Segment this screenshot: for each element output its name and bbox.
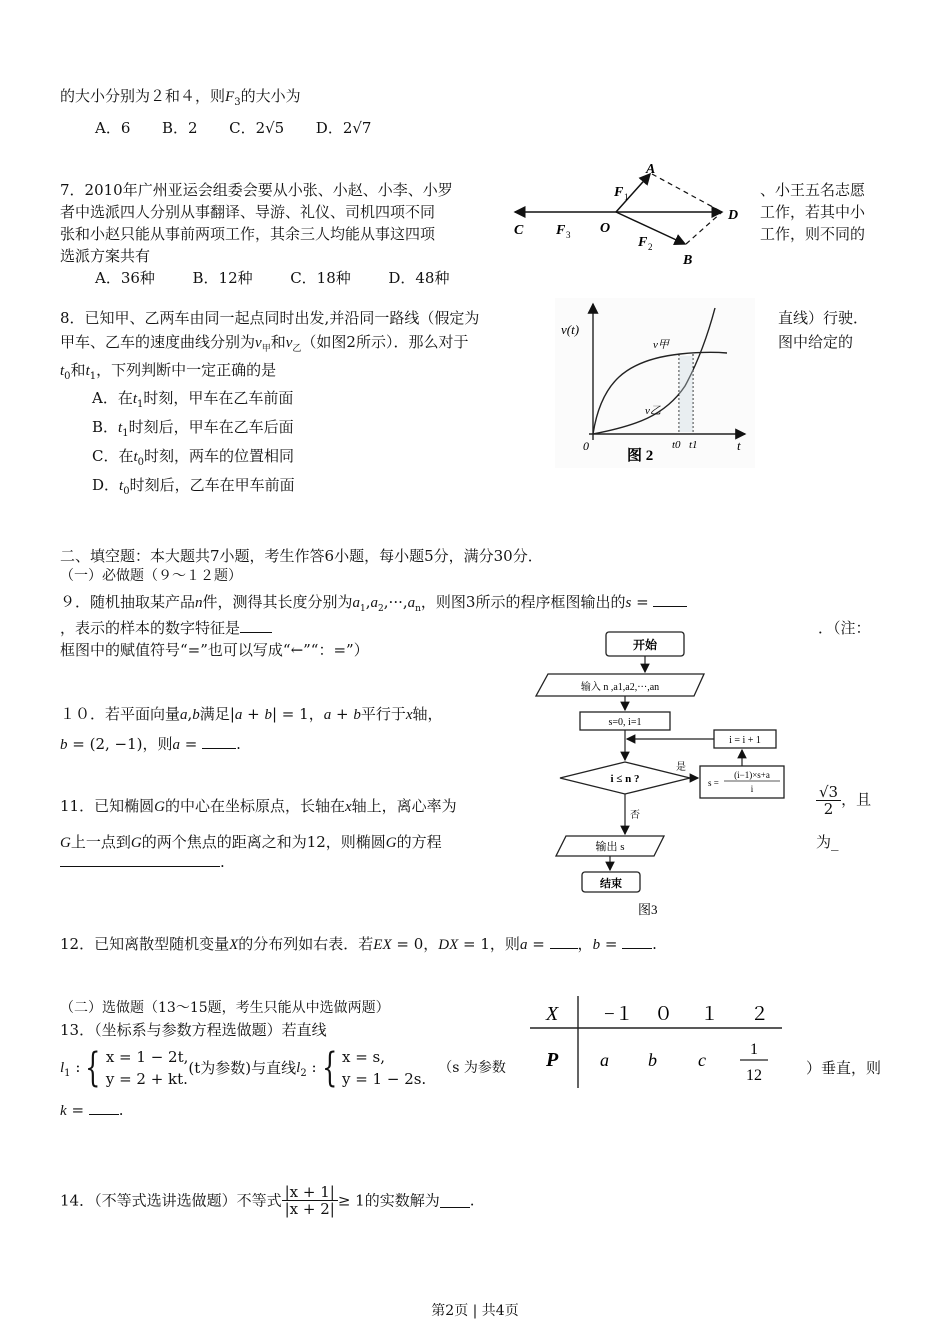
label-F3-sub: 3 [566,230,571,240]
svg-text:X: X [546,1003,559,1025]
q7-option-a: A．36种 [95,269,155,287]
q6-option-c: C．2√5 [229,119,285,137]
label-F3: F [556,223,566,238]
svg-text:(i−1)×s+a: (i−1)×s+a [734,770,770,780]
svg-text:１: １ [700,1004,720,1025]
q9-line2-right: ．（注： [818,619,871,637]
label-F1: F [614,185,624,200]
svg-text:b: b [648,1050,657,1070]
svg-text:是: 是 [676,762,686,773]
origin-label: 0 [583,439,589,453]
q7-line1: 7．2010年广州亚运会组委会要从小张、小赵、小李、小罗 [60,181,453,199]
svg-text:否: 否 [630,810,640,821]
ad-dashed [652,174,722,212]
q11-answer-blank: . [60,852,225,872]
label-D: D [728,208,739,223]
q14-line: 14．（不等式选讲选做题）不等式 $\frac{|x + 1|}{|x + 2|}$ ≥ 1的实数解为 . [60,1183,475,1218]
label-C: C [514,223,524,238]
q7-option-d: D．48种 [388,269,450,287]
section2b-heading: （二）选做题（13～15题，考生只能从中选做两题） [60,1000,390,1016]
svg-text:２: ２ [750,1004,770,1025]
ylabel: v(t) [561,322,580,337]
page-footer: 第2页 | 共4页 [431,1303,519,1319]
q9-line3: 框图中的赋值符号“=”也可以写成“←”“：=”） [60,641,369,659]
t0-label: t0 [672,439,681,451]
svg-text:输出 s: 输出 s [595,841,625,853]
fig3-caption: 图3 [638,902,658,917]
q8-line2: 甲车、乙车的速度曲线分别为$v_甲$和$v_乙$（如图2所示）．那么对于 [60,333,469,354]
svg-text:−１: −１ [604,1004,634,1025]
svg-text:1: 1 [750,1041,758,1058]
q8-option-b: B．$t_1$时刻后，甲车在乙车后面 [92,418,294,439]
q7-line3: 张和小赵只能从事前两项工作，其余三人均能从事这四项 [60,225,436,243]
section2-sub: （一）必做题（９～１２题） [60,568,242,584]
distribution-table [528,996,784,1092]
q6-option-b: B．2 [161,119,198,137]
q7-line3-right: 工作，则不同的 [760,225,866,243]
q11-line2: G上一点到G的两个焦点的距离之和为12，则椭圆G的方程 [60,833,442,851]
q7-line4: 选派方案共有 [60,247,151,265]
q6-stem: 的大小分别为２和４，则$F_3$的大小为 [60,87,301,108]
q6-option-d: D．2√7 [315,119,372,137]
q7-line2-right: 工作，若其中小 [760,203,866,221]
f2-arrow [616,212,685,244]
q7-line1-right: 、小王五名志愿 [760,181,866,199]
svg-text:s=0, i=1: s=0, i=1 [608,717,642,728]
q8-line2-right: 图中给定的 [778,333,854,351]
q13-right: ）垂直，则 [806,1059,882,1077]
velocity-graph [555,298,755,468]
q11-line2-right: 为_ [816,833,839,851]
q7-option-c: C．18种 [290,269,351,287]
q7-options [95,268,449,288]
q8-option-d: D．$t_0$时刻后，乙车在甲车前面 [92,476,295,497]
q6-options [95,118,371,138]
q13-line1: 13．（坐标系与参数方程选做题）若直线 [60,1021,327,1039]
v-jia-label: v甲 [653,339,669,351]
label-F2: F [638,235,648,250]
xlabel: t [737,438,741,453]
q13-answer: k = . [60,1101,124,1119]
q8-line1: 8．已知甲、乙两车由同一起点同时出发,并沿同一路线（假定为 [60,309,480,327]
q12-text: 12．已知离散型随机变量X的分布列如右表．若EX = 0，DX = 1，则a = ，b = . [60,935,657,953]
svg-text:P: P [546,1049,559,1071]
q6-option-a: A．6 [95,119,131,137]
q10-line2: b = (2, −1)，则a = . [60,735,241,753]
q9-line1: ９．随机抽取某产品n件，测得其长度分别为$a_1,a_2,\cdot\cdot\cdot,a_n$，则图3所示的程序框图输出的s = [60,592,687,619]
q10-line1: １０．若平面向量a,b满足|a + b| = 1，a + b平行于x轴， [60,705,443,723]
t1-label: t1 [689,439,698,451]
svg-text:输入 n ,a1,a2,···,an: 输入 n ,a1,a2,···,an [580,682,660,693]
q13-system: $l_1$ : { x = 1 − 2t, y = 2 + kt. (t为参数)与直线$l_2$ : { x = s, y = 1 − 2s. （s 为参数 [60,1045,506,1091]
q8-option-a: A．在$t_1$时刻，甲车在乙车前面 [92,389,294,410]
q9-line2: ，表示的样本的数字特征是 [60,618,272,638]
label-F2-sub: 2 [648,242,653,252]
label-A: A [646,162,656,177]
q8-option-c: C．在$t_0$时刻，两车的位置相同 [92,447,295,468]
svg-text:结束: 结束 [600,878,622,890]
v-yi-label: v乙 [645,405,661,417]
q8-line1-right: 直线）行驶． [778,309,869,327]
svg-text:s =: s = [708,778,719,788]
svg-text:c: c [698,1050,706,1070]
svg-text:i: i [750,784,754,794]
svg-text:０: ０ [654,1004,674,1025]
force-diagram [500,160,760,268]
svg-text:i = i + 1: i = i + 1 [729,735,761,746]
svg-text:i ≤ n ?: i ≤ n ? [610,773,640,785]
svg-text:a: a [600,1050,609,1070]
svg-text:12: 12 [746,1067,762,1084]
q7-option-b: B．12种 [192,269,253,287]
q11-fraction: $\frac{√3}{2}$ ，且 [816,784,871,817]
label-F1-sub: 1 [624,192,629,202]
label-O: O [600,221,611,236]
q11-line1: 11．已知椭圆G的中心在坐标原点，长轴在x轴上，离心率为 [60,797,457,815]
flowchart [530,628,790,918]
q7-line2: 者中选派四人分别从事翻译、导游、礼仪、司机四项不同 [60,203,436,221]
fig2-caption: 图 2 [627,448,654,464]
bd-dashed [686,212,722,244]
svg-text:开始: 开始 [632,638,658,652]
section2-heading: 二、填空题：本大题共7小题，考生作答6小题，每小题5分，满分30分． [60,547,543,565]
label-B: B [683,253,693,268]
q8-line3: $t_0$和$t_1$，下列判断中一定正确的是 [60,361,277,382]
